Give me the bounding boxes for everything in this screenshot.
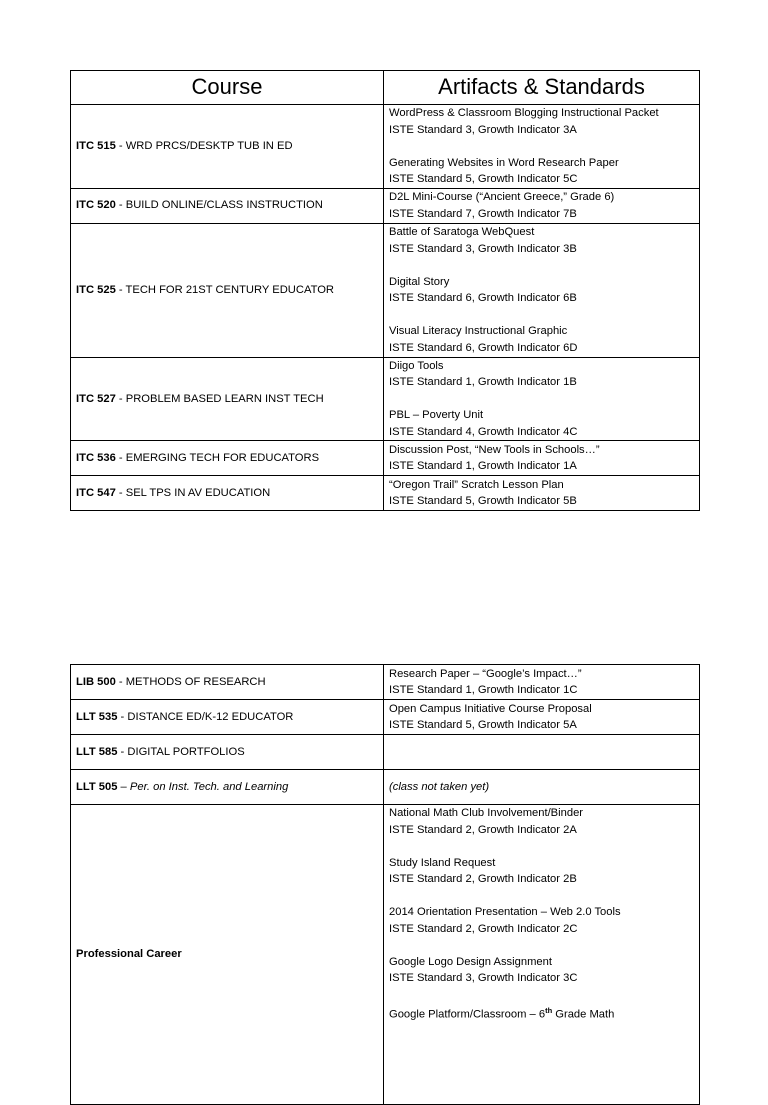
artifacts-cell-empty [384,735,700,770]
course-code: ITC 547 [76,486,116,499]
course-cell [71,476,384,511]
artifact-name: 2014 Orientation Presentation – Web 2.0 Tools [389,906,621,918]
table-row [71,770,700,805]
other-courses-table [70,664,700,1105]
artifacts-header: Artifacts & Standards [384,71,700,105]
courses-table [70,70,700,511]
artifact-name: “Oregon Trail” Scratch Lesson Plan [389,478,564,491]
table-row [71,357,700,441]
course-title: - BUILD ONLINE/CLASS INSTRUCTION [115,199,323,212]
course-code: LLT 585 [76,745,118,758]
course-cell [71,188,384,223]
course-code: ITC 520 [76,199,116,212]
course-cell [71,357,384,441]
artifact-name: Google Logo Design Assignment [389,955,552,968]
table-row [71,441,700,476]
course-cell [71,441,384,476]
artifact-name-text: Google Platform/Classroom – 6 [389,1008,546,1021]
course-title: - PROBLEM BASED LEARN INST TECH [115,392,324,405]
artifact-name: Research Paper – “Google’s Impact…” [389,667,582,680]
artifact-standard: ISTE Standard 1, Growth Indicator 1A [389,460,577,472]
artifact-standard: ISTE Standard 5, Growth Indicator 5B [389,495,577,507]
superscript: th [545,1006,553,1015]
header-row [71,71,700,105]
course-title: - DIGITAL PORTFOLIOS [117,745,245,758]
artifact-standard: ISTE Standard 3, Growth Indicator 3B [389,242,577,255]
course-title: - WRD PRCS/DESKTP TUB IN ED [115,140,293,152]
course-cell [71,700,384,735]
course-code: LIB 500 [76,675,116,688]
course-title: Per. on Inst. Tech. and Learning [129,780,289,793]
course-code: ITC 525 [76,283,116,296]
table-row [71,665,700,700]
class-not-taken-note: (class not taken yet) [384,770,700,805]
artifact-standard: ISTE Standard 5, Growth Indicator 5A [389,719,577,731]
table-row [71,735,700,770]
artifacts-cell [384,441,700,476]
artifact-name: Generating Websites in Word Research Paper [389,156,619,169]
artifact-standard: ISTE Standard 4, Growth Indicator 4C [389,425,578,438]
table-row [71,188,700,223]
artifact-name-suffix: Grade Math [552,1008,615,1021]
artifact-standard: ISTE Standard 1, Growth Indicator 1B [389,376,577,388]
artifact-name: Discussion Post, “New Tools in Schools…” [389,443,600,456]
course-cell [71,223,384,357]
artifacts-cell [384,105,700,189]
artifact-standard: ISTE Standard 3, Growth Indicator 3C [389,972,578,984]
artifact-name: PBL – Poverty Unit [389,409,484,421]
course-cell [71,735,384,770]
artifact-standard: ISTE Standard 3, Growth Indicator 3A [389,123,577,136]
artifact-standard: ISTE Standard 2, Growth Indicator 2C [389,922,578,935]
artifact-name: Visual Literacy Instructional Graphic [389,325,568,337]
course-title: - SEL TPS IN AV EDUCATION [115,486,271,499]
artifacts-cell [384,476,700,511]
course-title: - METHODS OF RESEARCH [115,675,266,688]
course-code: LLT 535 [76,710,118,723]
artifact-name: Diigo Tools [389,359,444,372]
artifact-name: National Math Club Involvement/Binder [389,807,584,819]
table-row [71,105,700,189]
course-title-prefix: – [117,780,130,793]
artifact-name: WordPress & Classroom Blogging Instructional Packet [389,107,659,119]
artifact-name: Digital Story [389,275,450,288]
course-title: - EMERGING TECH FOR EDUCATORS [115,451,320,464]
course-cell [71,665,384,700]
artifacts-cell [384,805,700,1105]
table-row [71,805,700,1105]
course-cell [71,805,384,1105]
course-title: - TECH FOR 21ST CENTURY EDUCATOR [115,283,334,296]
course-code: ITC 536 [76,451,116,464]
artifacts-cell [384,357,700,441]
artifact-name [389,1003,694,1023]
course-title: - DISTANCE ED/K-12 EDUCATOR [117,710,294,723]
table-row [71,223,700,357]
artifacts-cell [384,665,700,700]
table-row [71,476,700,511]
course-cell [71,770,384,805]
artifact-standard: ISTE Standard 7, Growth Indicator 7B [389,207,577,220]
artifact-name: Open Campus Initiative Course Proposal [389,702,592,715]
artifact-standard: ISTE Standard 1, Growth Indicator 1C [389,684,578,696]
course-code: ITC 515 [76,140,116,152]
artifacts-cell [384,223,700,357]
artifact-name: D2L Mini-Course (“Ancient Greece,” Grade 6) [389,191,615,203]
artifacts-cell [384,700,700,735]
artifact-standard: ISTE Standard 2, Growth Indicator 2A [389,823,577,836]
artifact-standard: ISTE Standard 6, Growth Indicator 6D [389,341,578,354]
artifact-standard: ISTE Standard 2, Growth Indicator 2B [389,873,577,885]
artifact-standard: ISTE Standard 6, Growth Indicator 6B [389,292,577,304]
artifact-name: Study Island Request [389,856,496,869]
course-header: Course [71,71,384,105]
artifact-standard: ISTE Standard 5, Growth Indicator 5C [389,173,578,185]
table-row [71,700,700,735]
course-code: ITC 527 [76,392,116,405]
artifact-name: Battle of Saratoga WebQuest [389,226,535,238]
course-code: Professional Career [76,948,182,961]
course-code: LLT 505 [76,780,118,793]
course-cell [71,105,384,189]
artifacts-cell [384,188,700,223]
